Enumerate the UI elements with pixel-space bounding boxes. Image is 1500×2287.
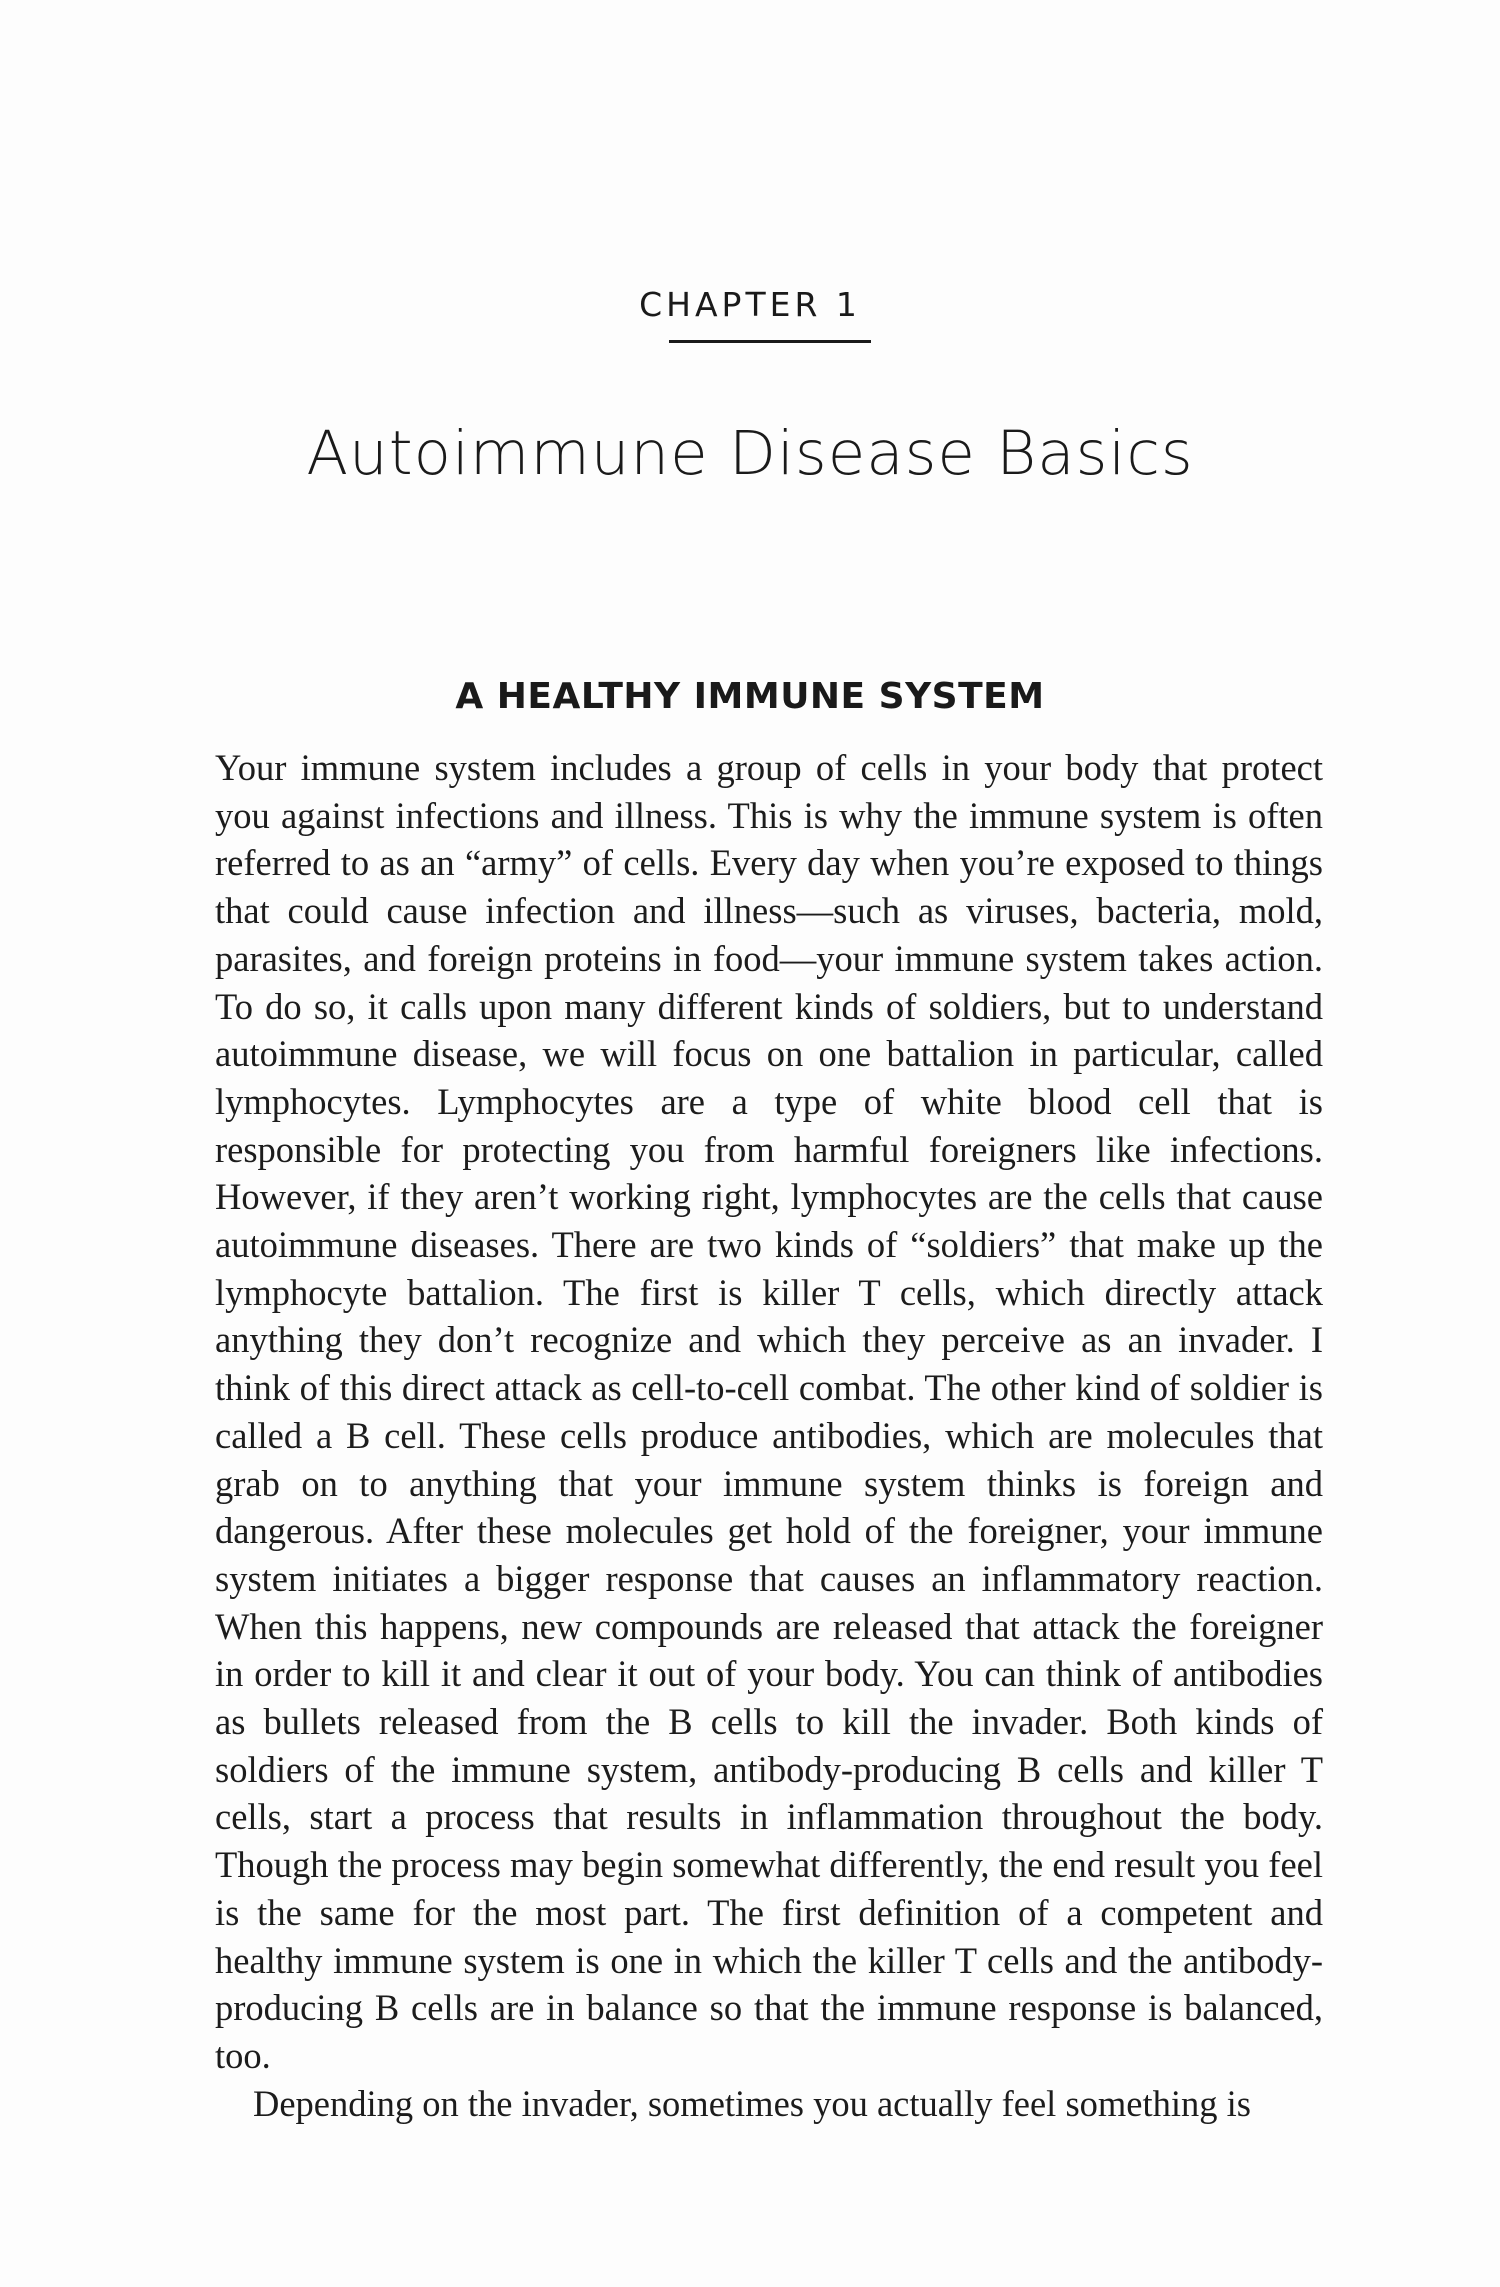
section-heading: A HEALTHY IMMUNE SYSTEM <box>455 676 1045 717</box>
chapter-label: CHAPTER 1 <box>639 285 861 324</box>
chapter-title: Autoimmune Disease Basics <box>306 418 1194 489</box>
paragraph-1: Your immune system includes a group of cells in your body that protect you against infections and illness. This is why the immune system is often referred to as an “army” of cells. Every day when you’re exposed to things that could cause infection and illness—such as viruses, bacteria, mold, parasites, and foreign proteins in food—your immune system takes action. To do so, it calls upon many different kinds of soldiers, but to understand autoimmune disease, we will focus on one battalion in particular, called lymphocytes. Lymphocytes are a type of white blood cell that is responsible for protecting you from harmful foreigners like infections. However, if they aren’t working right, lymphocytes are the cells that cause autoimmune diseases. There are two kinds of “soldiers” that make up the lymphocyte battalion. The first is killer T cells, which directly attack anything they don’t recognize and which they perceive as an invader. I think of this direct attack as cell-to-cell combat. The other kind of soldier is called a B cell. These cells produce antibodies, which are molecules that grab on to anything that your immune system thinks is foreign and dangerous. After these molecules get hold of the foreigner, your immune system initiates a bigger response that causes an inflammatory reaction. When this happens, new compounds are released that attack the foreigner in order to kill it and clear it out of your body. You can think of antibodies as bullets released from the B cells to kill the invader. Both kinds of soldiers of the immune system, antibody-producing B cells and killer T cells, start a process that results in inflammation throughout the body. Though the process may begin somewhat differently, the end result you feel is the same for the most part. The first definition of a competent and healthy immune system is one in which the killer T cells and the antibody-producing B cells are in balance so that the immune response is balanced, too. <box>215 747 1323 2076</box>
chapter-divider <box>669 340 871 343</box>
body-text <box>215 744 1323 2127</box>
paragraph-2: Depending on the invader, sometimes you actually feel something is <box>253 2082 1251 2124</box>
